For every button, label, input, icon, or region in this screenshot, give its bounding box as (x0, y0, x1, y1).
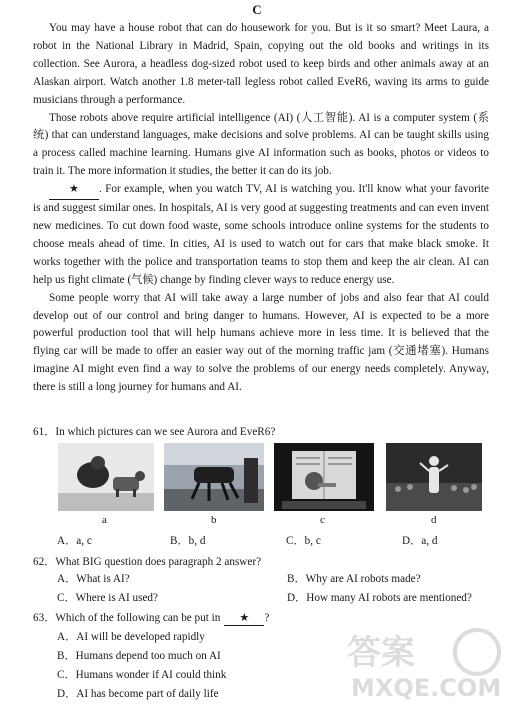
q61-option-b[interactable]: B．b, d (170, 535, 206, 547)
question-63 (33, 611, 269, 626)
question-63-blank: ★ (224, 611, 264, 626)
watermark-logo (339, 622, 504, 702)
q63-option-c[interactable]: C．Humans wonder if AI could think (57, 669, 227, 681)
section-title: C (252, 2, 262, 17)
picture-c (274, 443, 374, 511)
question-62: 62．What BIG question does paragraph 2 answer? (33, 556, 262, 568)
paragraph-4: Some people worry that AI will take away a large number of jobs and also fear that AI could develop out of our control and bring danger to humans. However, AI is expected to be a more powerful production tool that will help humans achieve more in less time. It is believed that the flying car will be made to offer an easier way out of the morning traffic jam (交通堵塞). Humans imagine AI might even find a way to solve the problems of our energy needs completely. Anyway, there is still a long journey for humans and AI. (33, 291, 489, 394)
picture-b (164, 443, 264, 511)
picture-d-label: d (431, 514, 437, 526)
q61-option-a[interactable]: A．a, c (57, 535, 92, 547)
paragraph-3-text: . For example, when you watch TV, AI is watching you. It'll know what your favorite is and suggest similar ones. In hospitals, AI is very good at suggesting treatments and can even invent new medicines. To cut down food waste, some schools introduce online systems for the students to choose meals ahead of time. In cities, AI is used to watch out for cars that make black smoke. It works together with the police and transportation teams to stop them and keep the air clean. AI can help us fight climate (气候) change by finding clever ways to reduce energy use. (33, 183, 489, 286)
q61-option-c[interactable]: C．b, c (286, 535, 321, 547)
q62-option-a[interactable]: A．What is AI? (57, 573, 130, 585)
question-61: 61．In which pictures can we see Aurora and EveR6? (33, 426, 276, 438)
q62-option-d[interactable]: D．How many AI robots are mentioned? (287, 592, 472, 604)
question-63-text: 63．Which of the following can be put in (33, 612, 221, 624)
picture-b-label: b (211, 514, 217, 526)
q63-option-b[interactable]: B．Humans depend too much on AI (57, 650, 221, 662)
question-63-end: ? (264, 612, 270, 624)
picture-a-label: a (102, 514, 107, 526)
q63-option-a[interactable]: A．AI will be developed rapidly (57, 631, 205, 643)
picture-a (58, 443, 154, 511)
picture-d (386, 443, 482, 511)
reading-passage (33, 20, 489, 397)
picture-c-label: c (320, 514, 325, 526)
svg-text:MXQE.COM: MXQE.COM (351, 674, 502, 702)
q62-option-c[interactable]: C．Where is AI used? (57, 592, 158, 604)
paragraph-1: You may have a house robot that can do housework for you. But is it so smart? Meet Laura, a robot in the National Library in Madrid, Spain, copying out the old books and writings in its collection. See Aurora, a headless dog-sized robot used to keep birds and other animals away at an Alaskan airport. Watch another 1.8 meter-tall legless robot called EveR6, waving its arms to guide musicians through a performance. (33, 22, 489, 106)
q63-option-d[interactable]: D．AI has become part of daily life (57, 688, 219, 700)
paragraph-2: Those robots above require artificial intelligence (AI) (人工智能). AI is a computer system (系统) that can understand languages, make decisions and solve problems. AI can be taught skills using a process called machine learning. Humans give AI information such as books, photos or videos to train it. The more information it studies, the better it can do its job. (33, 111, 489, 178)
paragraph-3 (33, 181, 489, 289)
svg-text:答案: 答案 (347, 633, 415, 673)
q61-option-d[interactable]: D．a, d (402, 535, 438, 547)
q62-option-b[interactable]: B．Why are AI robots made? (287, 573, 421, 585)
blank-star: ★ (49, 181, 99, 200)
